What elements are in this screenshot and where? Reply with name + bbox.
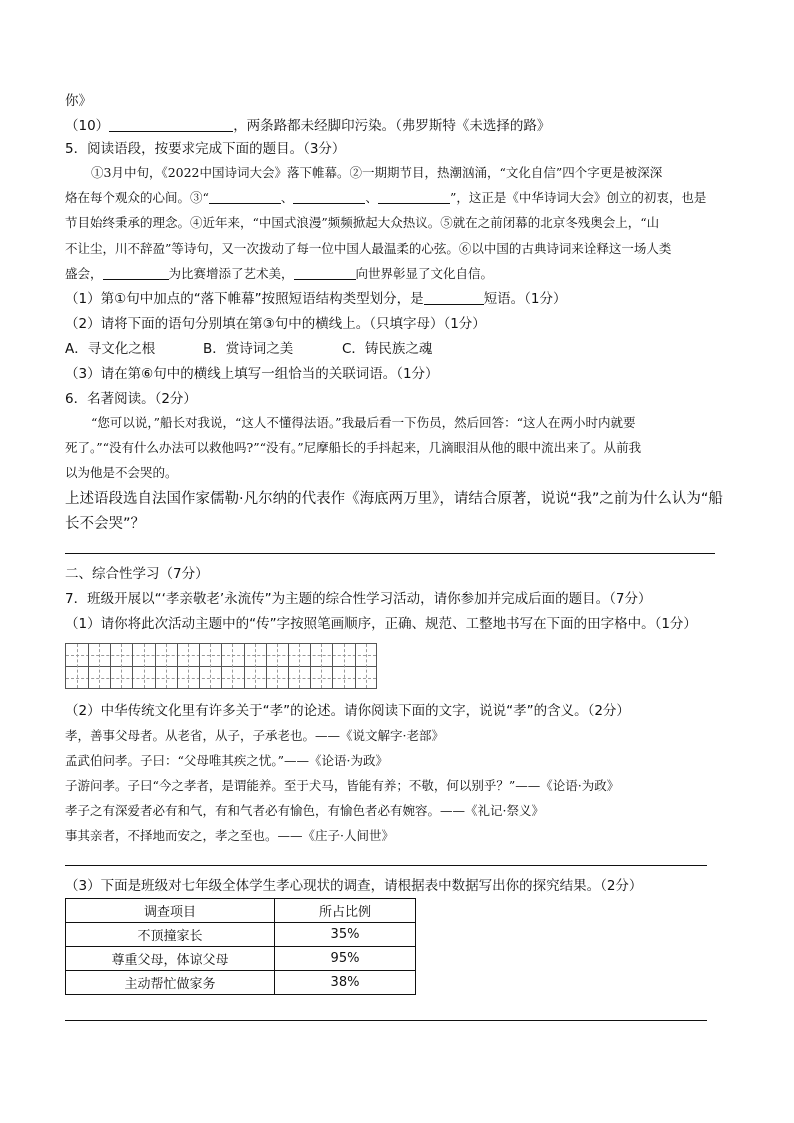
- item-10-number: （10）: [65, 118, 110, 134]
- quote-line: 孝，善事父母者。从老省，从子，子承老也。——《说文解字·老部》: [65, 728, 444, 743]
- passage-text: 盛会，: [65, 266, 103, 281]
- q5-passage-line: 节目始终秉承的理念。④近年来，“中国式浪漫”频频掀起大众热议。⑤就在之前闭幕的北京冬残奥会上，“山: [65, 215, 660, 230]
- answer-line[interactable]: [65, 865, 707, 866]
- q5-passage-line: [65, 265, 493, 283]
- q5-sub2: （2）请将下面的语句分别填在第③句中的横线上。（只填字母）（1分）: [65, 316, 486, 332]
- survey-table: [65, 898, 416, 995]
- answer-blank[interactable]: [378, 189, 450, 204]
- q6-question: 上述语段选自法国作家儒勒·凡尔纳的代表作《海底两万里》，请结合原著，说说“我”之前为什么认为“船: [65, 491, 723, 507]
- table-cell: 主动帮忙做家务: [66, 971, 275, 995]
- q7-title: 7．班级开展以“‘孝亲敬老’永流传”为主题的综合性学习活动，请你参加并完成后面的题目。（7分）: [65, 591, 652, 607]
- answer-blank[interactable]: [424, 290, 484, 305]
- section-heading: 二、综合性学习（7分）: [65, 566, 209, 582]
- item-10-text: ，两条路都未经脚印污染。（弗罗斯特《未选择的路》: [233, 118, 551, 134]
- table-cell: 95%: [275, 947, 416, 971]
- tianzige-grid[interactable]: [65, 643, 377, 689]
- item-10: [65, 117, 550, 135]
- q5-passage-line: 不让尘，川不辞盈”等诗句，又一次拨动了每一位中国人最温柔的心弦。⑥以中国的古典诗词来诠释这一场人类: [65, 241, 672, 256]
- passage-text: 为比赛增添了艺术美，: [168, 266, 294, 281]
- quote-line: 孝子之有深爱者必有和气，有和气者必有愉色，有愉色者必有婉容。——《礼记·祭义》: [65, 803, 544, 818]
- q5-sub3: （3）请在第⑥句中的横线上填写一组恰当的关联词语。（1分）: [65, 366, 439, 382]
- answer-line[interactable]: [65, 1020, 707, 1021]
- answer-blank[interactable]: [294, 265, 356, 280]
- q6-passage-line: 以为他是不会哭的。: [65, 465, 178, 480]
- table-header: 所占比例: [275, 899, 416, 923]
- answer-blank[interactable]: [103, 265, 169, 280]
- passage-text: 向世界彰显了文化自信。: [355, 266, 494, 281]
- q5-sub1: [65, 290, 567, 308]
- q6-title: 6．名著阅读。（2分）: [65, 391, 197, 407]
- quote-line: 事其亲者，不择地而安之，孝之至也。——《庄子·人间世》: [65, 828, 394, 843]
- table-header: 调查项目: [66, 899, 275, 923]
- option-c: C．铸民族之魂: [342, 341, 433, 357]
- option-b: B．赏诗词之美: [203, 341, 294, 357]
- q7-sub1: （1）请你将此次活动主题中的“传”字按照笔画顺序，正确、规范、工整地书写在下面的田字格中。（1分）: [65, 616, 697, 632]
- q6-question: 长不会哭”？: [65, 516, 146, 532]
- answer-blank[interactable]: [109, 117, 233, 132]
- prev-line-end: 你》: [65, 93, 92, 109]
- option-a: A．寻文化之根: [65, 341, 156, 357]
- table-cell: 38%: [275, 971, 416, 995]
- quote-line: 子游问孝。子曰“今之孝者，是谓能养。至于犬马，皆能有养；不敬，何以别乎？”——《论语·为政》: [65, 778, 620, 793]
- passage-text: 、: [280, 190, 294, 205]
- sub1-text: （1）第①句中加点的“落下帷幕”按照短语结构类型划分，是: [65, 291, 424, 307]
- answer-blank[interactable]: [293, 189, 365, 204]
- table-row: [66, 971, 416, 995]
- quote-line: 孟武伯问孝。子曰：“父母唯其疾之忧。”——《论语·为政》: [65, 753, 389, 768]
- answer-blank[interactable]: [209, 189, 281, 204]
- table-cell: 不顶撞家长: [66, 923, 275, 947]
- q7-sub2: （2）中华传统文化里有许多关于“孝”的论述。请你阅读下面的文字，说说“孝”的含义。（2分）: [65, 703, 630, 719]
- table-cell: 尊重父母，体谅父母: [66, 947, 275, 971]
- table-row: [66, 947, 416, 971]
- sub1-text: 短语。（1分）: [483, 291, 567, 307]
- passage-text: 、: [365, 190, 378, 205]
- table-row: [66, 923, 416, 947]
- passage-text: 烙在每个观众的心间。③“: [65, 190, 209, 205]
- q5-passage-line: [65, 189, 706, 207]
- q5-title: 5．阅读语段，按要求完成下面的题目。（3分）: [65, 141, 346, 157]
- q6-passage-line: “您可以说，”船长对我说，“这人不懂得法语。”我最后看一下伤员，然后回答：“这人在两小时内就要: [91, 415, 636, 430]
- passage-text: ”，这正是《中华诗词大会》创立的初衷，也是: [449, 190, 707, 205]
- q6-passage-line: 死了。”“没有什么办法可以救他吗?”“没有。”尼摩船长的手抖起来，几滴眼泪从他的眼中流出来了。从前我: [65, 440, 642, 455]
- q7-sub3: （3）下面是班级对七年级全体学生孝心现状的调查，请根据表中数据写出你的探究结果。（2分）: [65, 878, 643, 894]
- table-cell: 35%: [275, 923, 416, 947]
- q5-passage-line: ①3月中旬，《2022中国诗词大会》落下帷幕。②一期期节目，热潮汹涌，“文化自信”四个字更是被深深: [91, 165, 663, 180]
- answer-line[interactable]: [65, 553, 715, 554]
- table-header-row: [66, 899, 416, 923]
